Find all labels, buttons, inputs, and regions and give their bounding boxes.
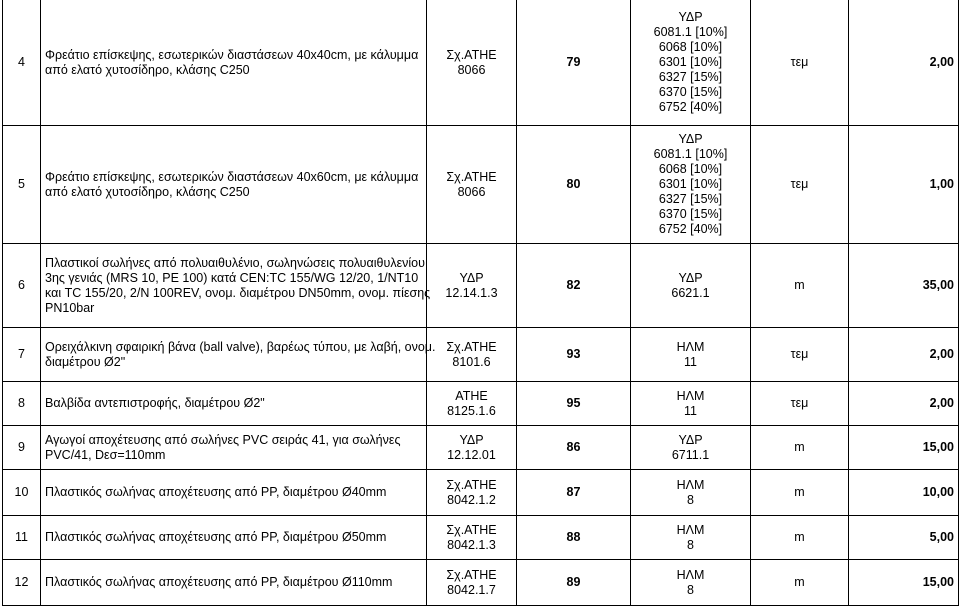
description-line: και TC 155/20, 2/N 100REV, ονομ. διαμέτρου DN50mm, ονομ. πίεσης: [45, 285, 431, 300]
price-code: [631, 126, 751, 244]
quantity: 2,00: [849, 382, 959, 426]
article-number: 86: [517, 426, 631, 470]
article-number: 95: [517, 382, 631, 426]
code-line: ΥΔΡ: [678, 432, 703, 447]
code-line: 6621.1: [671, 285, 710, 300]
code-line: 11: [684, 354, 697, 369]
article-number: 89: [517, 560, 631, 606]
code-line: 6370 [15%]: [658, 85, 723, 99]
quantity: 15,00: [849, 560, 959, 606]
unit: m: [751, 516, 849, 560]
item-number: 12: [3, 560, 41, 606]
reference-line: Σχ.ΑΤΗΕ: [446, 522, 497, 537]
code-line: 6301 [10%]: [658, 55, 723, 69]
code-line: 8: [687, 492, 694, 507]
bill-of-quantities-table: [2, 0, 959, 606]
description-line: Πλαστικός σωλήνας αποχέτευσης από PP, διαμέτρου Ø50mm: [45, 530, 387, 544]
price-code: [631, 382, 751, 426]
reference-line: Σχ.ΑΤΗΕ: [446, 47, 497, 62]
code-line: 6327 [15%]: [658, 192, 723, 206]
article-number: 80: [517, 126, 631, 244]
reference-line: 8125.1.6: [447, 403, 496, 418]
description-line: 3ης γενιάς (MRS 10, PE 100) κατά CEN:TC 155/WG 12/20, 1/NT10: [45, 270, 419, 285]
quantity: 10,00: [849, 470, 959, 516]
article-number: 79: [517, 0, 631, 126]
quantity: 5,00: [849, 516, 959, 560]
article-number: 87: [517, 470, 631, 516]
item-number: 5: [3, 126, 41, 244]
table-row: [3, 382, 959, 426]
code-line: ΗΛΜ: [676, 567, 705, 582]
item-number: 10: [3, 470, 41, 516]
unit: τεμ: [751, 0, 849, 126]
item-reference: [427, 328, 517, 382]
reference-line: ΥΔΡ: [459, 432, 484, 447]
code-line: 6327 [15%]: [658, 70, 723, 84]
price-code: [631, 560, 751, 606]
reference-line: Σχ.ΑΤΗΕ: [446, 477, 497, 492]
item-reference: [427, 244, 517, 328]
code-line: 6068 [10%]: [658, 40, 723, 54]
code-line: 11: [684, 403, 697, 418]
reference-line: 8066: [457, 62, 486, 77]
code-line: 6081.1 [10%]: [653, 25, 728, 39]
item-number: 4: [3, 0, 41, 126]
reference-line: 8101.6: [452, 354, 491, 369]
item-reference: [427, 470, 517, 516]
unit: τεμ: [751, 382, 849, 426]
code-line: ΗΛΜ: [676, 522, 705, 537]
price-code: [631, 328, 751, 382]
unit: m: [751, 244, 849, 328]
table-row: [3, 470, 959, 516]
reference-line: 8042.1.2: [447, 492, 496, 507]
code-line: 6711.1: [671, 447, 710, 462]
item-description: [41, 126, 427, 244]
item-description: [41, 470, 427, 516]
article-number: 82: [517, 244, 631, 328]
item-number: 9: [3, 426, 41, 470]
code-line: 6752 [40%]: [658, 100, 723, 114]
item-description: [41, 0, 427, 126]
reference-line: Σχ.ΑΤΗΕ: [446, 339, 497, 354]
table-row: [3, 328, 959, 382]
description-line: Βαλβίδα αντεπιστροφής, διαμέτρου Ø2": [45, 396, 265, 410]
description-line: Αγωγοί αποχέτευσης από σωλήνες PVC σειράς 41, για σωλήνες: [45, 432, 401, 447]
description-line: PN10bar: [45, 300, 95, 315]
code-line: 8: [687, 537, 694, 552]
table-row: [3, 426, 959, 470]
code-line: 6370 [15%]: [658, 207, 723, 221]
table-row: [3, 516, 959, 560]
description-line: Πλαστικοί σωλήνες από πολυαιθυλένιο, σωληνώσεις πολυαιθυλενίου: [45, 255, 425, 270]
quantity: 1,00: [849, 126, 959, 244]
quantity: 35,00: [849, 244, 959, 328]
quantity: 2,00: [849, 0, 959, 126]
description-line: Πλαστικός σωλήνας αποχέτευσης από PP, διαμέτρου Ø40mm: [45, 485, 387, 499]
reference-line: ΥΔΡ: [459, 270, 484, 285]
reference-line: 8066: [457, 184, 486, 199]
code-line: 6068 [10%]: [658, 162, 723, 176]
code-line: 8: [687, 582, 694, 597]
item-reference: [427, 0, 517, 126]
price-code: [631, 244, 751, 328]
item-number: 6: [3, 244, 41, 328]
code-line: ΗΛΜ: [676, 388, 705, 403]
item-number: 8: [3, 382, 41, 426]
quantity: 2,00: [849, 328, 959, 382]
code-line: ΗΛΜ: [676, 339, 705, 354]
item-number: 11: [3, 516, 41, 560]
code-line: 6081.1 [10%]: [653, 147, 728, 161]
code-line: ΥΔΡ: [678, 132, 703, 146]
reference-line: Σχ.ΑΤΗΕ: [446, 567, 497, 582]
price-code: [631, 516, 751, 560]
item-reference: [427, 426, 517, 470]
code-line: ΥΔΡ: [678, 10, 703, 24]
quantity: 15,00: [849, 426, 959, 470]
item-description: [41, 382, 427, 426]
item-number: 7: [3, 328, 41, 382]
unit: τεμ: [751, 126, 849, 244]
article-number: 93: [517, 328, 631, 382]
item-reference: [427, 382, 517, 426]
reference-line: ΑΤΗΕ: [455, 388, 488, 403]
table-row: [3, 244, 959, 328]
reference-line: 8042.1.3: [447, 537, 496, 552]
code-line: 6752 [40%]: [658, 222, 723, 236]
item-reference: [427, 516, 517, 560]
description-line: Φρεάτιο επίσκεψης, εσωτερικών διαστάσεων 40x40cm, με κάλυμμα: [45, 47, 419, 62]
item-description: [41, 426, 427, 470]
reference-line: 12.12.01: [447, 447, 496, 462]
unit: m: [751, 426, 849, 470]
code-line: 6301 [10%]: [658, 177, 723, 191]
code-line: ΗΛΜ: [676, 477, 705, 492]
price-code: [631, 0, 751, 126]
item-reference: [427, 560, 517, 606]
table-row: [3, 126, 959, 244]
reference-line: 8042.1.7: [447, 582, 496, 597]
description-line: Φρεάτιο επίσκεψης, εσωτερικών διαστάσεων 40x60cm, με κάλυμμα: [45, 169, 419, 184]
description-line: διαμέτρου Ø2": [45, 354, 126, 369]
reference-line: Σχ.ΑΤΗΕ: [446, 169, 497, 184]
reference-line: 12.14.1.3: [445, 285, 498, 300]
price-code: [631, 426, 751, 470]
article-number: 88: [517, 516, 631, 560]
description-line: Πλαστικός σωλήνας αποχέτευσης από PP, διαμέτρου Ø110mm: [45, 575, 393, 589]
item-description: [41, 560, 427, 606]
unit: τεμ: [751, 328, 849, 382]
item-reference: [427, 126, 517, 244]
description-line: Ορειχάλκινη σφαιρική βάνα (ball valve), βαρέως τύπου, με λαβή, ονομ.: [45, 339, 436, 354]
description-line: PVC/41, Dεσ=110mm: [45, 447, 166, 462]
code-line: ΥΔΡ: [678, 270, 703, 285]
price-code: [631, 470, 751, 516]
table-body: [3, 0, 959, 606]
unit: m: [751, 470, 849, 516]
table-row: [3, 560, 959, 606]
description-line: από ελατό χυτοσίδηρο, κλάσης C250: [45, 62, 250, 77]
item-description: [41, 244, 431, 328]
table-row: [3, 0, 959, 126]
item-description: [41, 328, 436, 382]
unit: m: [751, 560, 849, 606]
description-line: από ελατό χυτοσίδηρο, κλάσης C250: [45, 184, 250, 199]
item-description: [41, 516, 427, 560]
